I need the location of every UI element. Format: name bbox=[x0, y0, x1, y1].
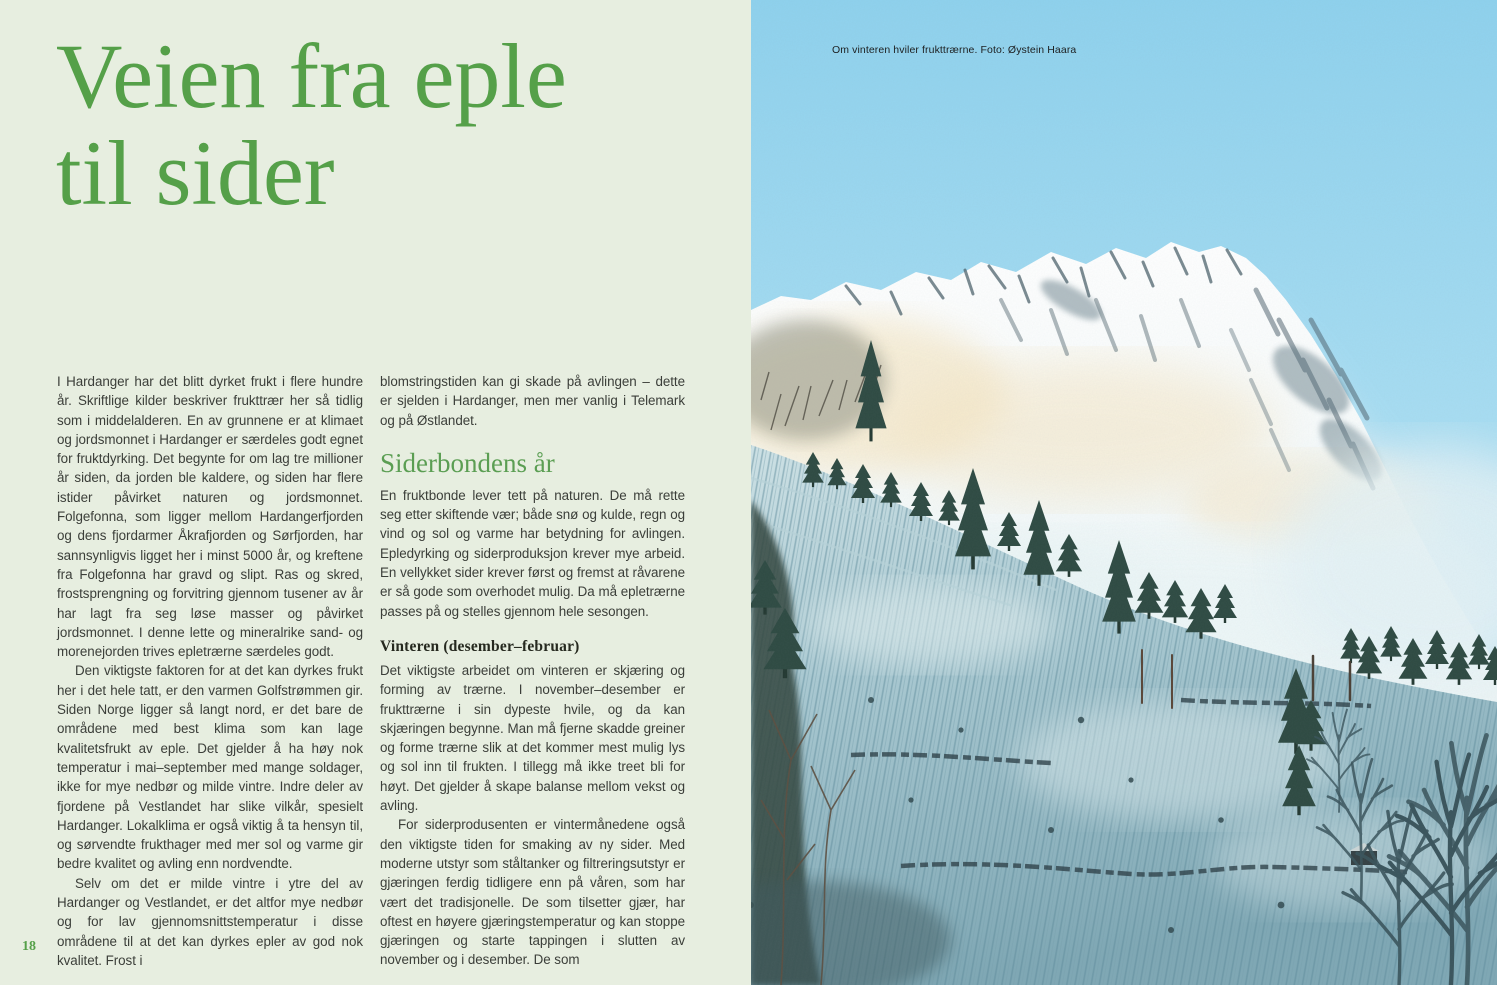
text-column-2 bbox=[380, 372, 685, 970]
paragraph: blomstringstiden kan gi skade på avlingen – dette er sjelden i Hardanger, men mer vanlig i Telemark og på Østlandet. bbox=[380, 374, 685, 428]
paragraph: For siderprodusenten er vintermånedene også den viktigste tiden for smaking av ny sider. Med moderne utstyr som ståltanker og filtreringsutstyr er gjæringen ferdig tidligere enn på våren, som har vært det tradisjonelle. De som tilsetter gjær, har oftest en høyere gjæringstemperatur og kan stoppe gjæringen og starte tappingen i slutten av november og i desember. De som bbox=[380, 817, 685, 968]
photo-caption: Om vinteren hviler frukttrærne. Foto: Øystein Haara bbox=[832, 44, 1077, 56]
page-number: 18 bbox=[22, 939, 36, 954]
section-heading: Siderbondens år bbox=[380, 447, 555, 478]
paragraph: Selv om det er milde vintre i ytre del av Hardanger og Vestlandet, er det altfor mye nedbør og for lav gjennomsnittstemperatur i disse områdene til at det kan dyrkes epler av god nok kvalitet. Frost i bbox=[57, 875, 363, 968]
article-title-line-2: til sider bbox=[56, 122, 335, 224]
paragraph: Det viktigste arbeidet om vinteren er skjæring og forming av trærne. I november–desember er frukttrærne i sin dypeste hvile, og da kan skjæringen begynne. Man må fjerne skadde greiner og forme trærne slik at det kommer mest mulig lys og sol inn til frukten. I tillegg må ikke treet bli for høyt. Det gjelder å skape balanse mellom vekst og avling. bbox=[380, 662, 685, 814]
photo-grain bbox=[751, 0, 1497, 985]
paragraph: Den viktigste faktoren for at det kan dyrkes frukt her i det hele tatt, er den varmen Golfstrømmen gir. Siden Norge ligger så langt nord, er det bare de områdene med best klima som kan lage kvalitetsfrukt av eple. Det gjelder å ha høy nok temperatur i mai–september med mange soldager, ikke for mye nedbør og milde vintre. Indre deler av fjordene på Vestlandet har slike vilkår, spesielt Hardanger. Lokalklima er også viktig å ta hensyn til, og sørvendte frukthager med mer sol og varme gir bedre kvalitet og avling enn nordvendte. bbox=[57, 663, 363, 872]
winter-orchard-photo bbox=[751, 0, 1497, 985]
text-column-1 bbox=[57, 372, 363, 970]
article-title-line-1: Veien fra eple bbox=[56, 25, 567, 127]
subsection-heading: Vinteren (desember–februar) bbox=[380, 637, 580, 655]
paragraph: I Hardanger har det blitt dyrket frukt i flere hundre år. Skriftlige kilder beskriver frukttrær her så tidlig som i middelalderen. En av grunnene er at klimaet og jordsmonnet i Hardanger er særdeles godt egnet for fruktdyrking. Det begynte for om lag tre millioner år siden, da jorden ble kaldere, og siden har flere istider påvirket naturen og jordsmonnet. Folgefonna, som ligger mellom Hardangerfjorden og dens fjordarmer Åkrafjorden og Sørfjorden, har sannsynligvis ligget her i minst 5000 år, og kreftene fra Folgefonna har gravd og slipt. Ras og skred, frostsprengning og forvitring gjennom tusener av år har lagt fra seg løse masser og påvirket jordsmonnet. I denne lette og mineralrike sand- og morenejorden trives epletrærne særdeles godt. bbox=[57, 374, 363, 660]
paragraph: En fruktbonde lever tett på naturen. De må rette seg etter skiftende vær; både snø og kulde, regn og vind og sol og varme har betydning for avlingen. Epledyrking og siderproduksjon krever mye arbeid. En vellykket sider krever først og fremst at råvarene er så gode som overhodet mulig. Da må epletrærne passes på og stelles gjennom hele sesongen. bbox=[380, 487, 685, 619]
article-title bbox=[56, 25, 567, 224]
